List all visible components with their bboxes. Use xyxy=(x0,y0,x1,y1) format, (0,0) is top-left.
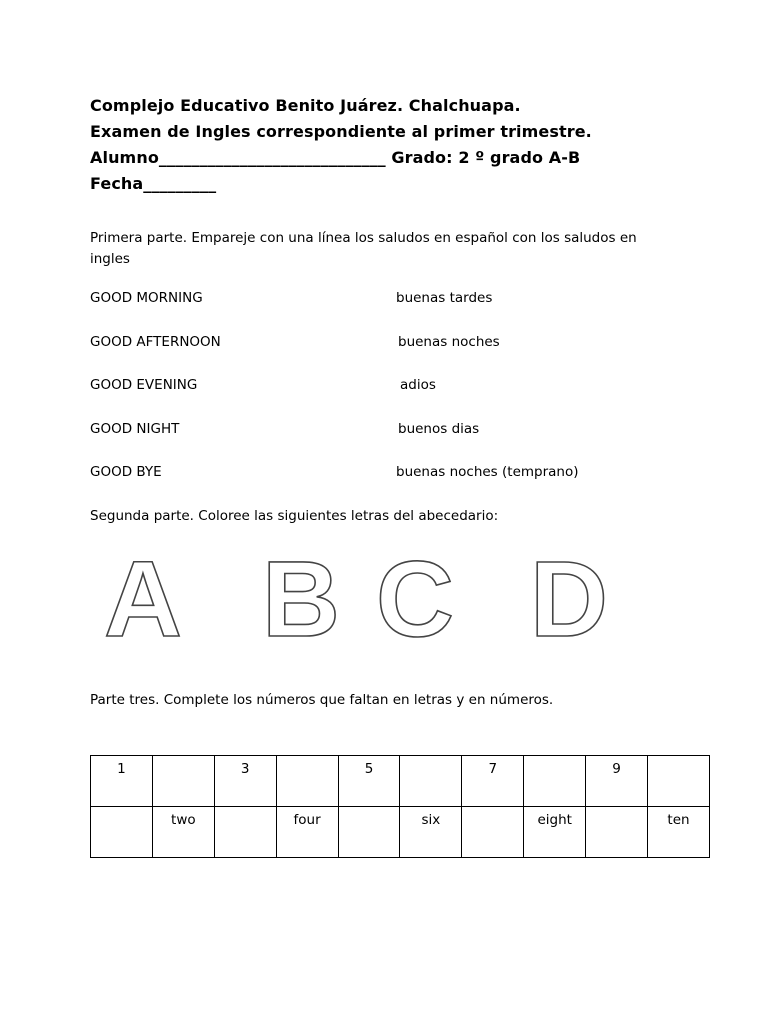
number-cell: 5 xyxy=(338,756,400,807)
exam-title: Examen de Ingles correspondiente al primer trimestre. xyxy=(90,122,592,141)
word-cell xyxy=(338,807,400,858)
english-greeting: GOOD AFTERNOON xyxy=(90,334,221,350)
spanish-greeting: buenas noches (temprano) xyxy=(396,464,579,480)
word-cell: six xyxy=(400,807,462,858)
spanish-greeting: buenas noches xyxy=(398,334,500,350)
student-grade-line: Alumno____________________________ Grado: 2 º grado A-B xyxy=(90,148,581,167)
english-greeting: GOOD MORNING xyxy=(90,290,203,306)
spanish-greeting: buenas tardes xyxy=(396,290,493,306)
number-cell xyxy=(400,756,462,807)
numbers-table xyxy=(90,755,710,858)
school-title: Complejo Educativo Benito Juárez. Chalchuapa. xyxy=(90,96,521,115)
table-row xyxy=(91,756,710,807)
part2-instruction: Segunda parte. Coloree las siguientes letras del abecedario: xyxy=(90,508,499,524)
number-cell: 1 xyxy=(91,756,153,807)
outline-letter-a: A xyxy=(104,538,182,659)
spanish-greeting: buenos dias xyxy=(398,421,480,437)
word-cell: four xyxy=(276,807,338,858)
number-cell xyxy=(152,756,214,807)
spanish-greeting: adios xyxy=(400,377,436,393)
number-cell xyxy=(276,756,338,807)
number-cell xyxy=(524,756,586,807)
number-cell xyxy=(648,756,710,807)
word-cell: ten xyxy=(648,807,710,858)
part1-instruction: Primera parte. Empareje con una línea los saludos en español con los saludos en xyxy=(90,230,637,246)
word-cell xyxy=(91,807,153,858)
english-greeting: GOOD EVENING xyxy=(90,377,198,393)
word-cell xyxy=(462,807,524,858)
number-cell: 3 xyxy=(214,756,276,807)
english-greeting: GOOD NIGHT xyxy=(90,421,180,437)
word-cell: eight xyxy=(524,807,586,858)
date-line: Fecha_________ xyxy=(90,174,217,193)
table-row xyxy=(91,807,710,858)
part3-instruction: Parte tres. Complete los números que faltan en letras y en números. xyxy=(90,692,554,708)
outline-letter-c: C xyxy=(376,538,454,659)
number-cell: 7 xyxy=(462,756,524,807)
part1-instruction-cont: ingles xyxy=(90,251,130,267)
number-cell: 9 xyxy=(586,756,648,807)
outline-letter-d: D xyxy=(530,538,608,659)
word-cell: two xyxy=(152,807,214,858)
outline-letter-b: B xyxy=(262,538,340,659)
word-cell xyxy=(214,807,276,858)
english-greeting: GOOD BYE xyxy=(90,464,162,480)
word-cell xyxy=(586,807,648,858)
